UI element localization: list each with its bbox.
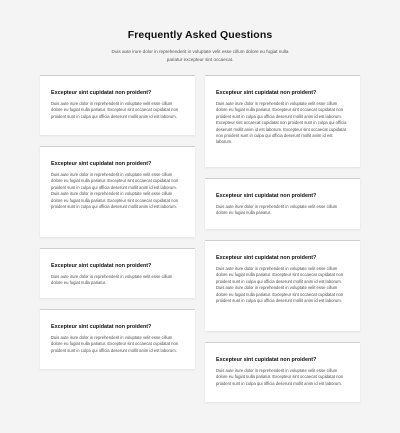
- faq-card[interactable]: [40, 248, 195, 298]
- page-subtitle: Duis aute irure dolor in reprehenderit in voluptate velit esse cillum dolore eu fugiat nulla pariatur excepteur sint occaecat.: [111, 49, 289, 62]
- faq-header: [0, 29, 400, 63]
- page-title: Frequently Asked Questions: [127, 29, 273, 41]
- faq-answer: Duis aute irure dolor in reprehenderit in voluptate velit esse cillum dolore eu fugiat nulla pariatur. Excepteur sint occaecat cupidatat non proident sunt in culpa qui officia deserunt mollit anim id est laborum. Excepteur sint occaecat cupidatat non proident sunt in culpa qui officia deserunt mollit anim id est laborum. Excepteur sint occaecat cupidatat non proident sunt in culpa qui officia deserunt mollit anim id est laborum.: [216, 101, 347, 145]
- faq-card[interactable]: [205, 75, 360, 167]
- faq-answer: Duis aute irure dolor in reprehenderit in voluptate velit esse cillum dolore eu fugiat nulla pariatur.: [216, 204, 338, 216]
- faq-question: Excepteur sint cupidatat non proident?: [51, 324, 152, 330]
- faq-card[interactable]: [40, 75, 195, 135]
- faq-answer: Duis aute irure dolor in reprehenderit in voluptate velit esse cillum dolore eu fugiat nulla pariatur. Excepteur sint occaecat cupidatat non proident sunt in culpa qui officia deserunt mollit anim id est laborum.: [51, 335, 179, 353]
- faq-question: Excepteur sint cupidatat non proident?: [216, 357, 317, 363]
- faq-answer: Duis aute irure dolor in reprehenderit in voluptate velit esse cillum dolore eu fugiat nulla pariatur. Excepteur sint occaecat cupidatat non proident sunt in culpa qui officia deserunt mollit anim id est laborum. Duis aute irure dolor in reprehenderit in voluptate velit esse cillum dolore eu fugiat nulla pariatur. Excepteur sint occaecat cupidatat non proident sunt in culpa qui officia deserunt mollit anim id est laborum.: [216, 266, 344, 304]
- faq-question: Excepteur sint cupidatat non proident?: [51, 263, 152, 269]
- faq-answer: Duis aute irure dolor in reprehenderit in voluptate velit esse cillum dolore eu fugiat nulla pariatur.: [51, 274, 173, 286]
- faq-card[interactable]: [40, 309, 195, 369]
- faq-question: Excepteur sint cupidatat non proident?: [216, 90, 317, 96]
- faq-question: Excepteur sint cupidatat non proident?: [51, 90, 152, 96]
- faq-card[interactable]: [205, 178, 360, 229]
- faq-card[interactable]: [205, 240, 360, 331]
- faq-question: Excepteur sint cupidatat non proident?: [216, 255, 317, 261]
- faq-card[interactable]: [205, 342, 360, 402]
- faq-answer: Duis aute irure dolor in reprehenderit in voluptate velit esse cillum dolore eu fugiat nulla pariatur. Excepteur sint occaecat cupidatat non proident sunt in culpa qui officia deserunt mollit anim id est laborum. Duis aute irure dolor in reprehenderit in voluptate velit esse cillum dolore eu fugiat nulla pariatur. Excepteur sint occaecat cupidatat non proident sunt in culpa qui officia deserunt mollit anim id est laborum.: [51, 172, 179, 210]
- faq-question: Excepteur sint cupidatat non proident?: [216, 193, 317, 199]
- faq-card[interactable]: [40, 146, 195, 237]
- faq-question: Excepteur sint cupidatat non proident?: [51, 161, 152, 167]
- faq-answer: Duis aute irure dolor in reprehenderit in voluptate velit esse cillum dolore eu fugiat nulla pariatur. Excepteur sint occaecat cupidatat non proident sunt in culpa qui officia deserunt mollit anim id est laborum.: [216, 368, 344, 386]
- faq-answer: Duis aute irure dolor in reprehenderit in voluptate velit esse cillum dolore eu fugiat nulla pariatur. Excepteur sint occaecat cupidatat non proident sunt in culpa qui officia deserunt mollit anim id est laborum.: [51, 101, 179, 119]
